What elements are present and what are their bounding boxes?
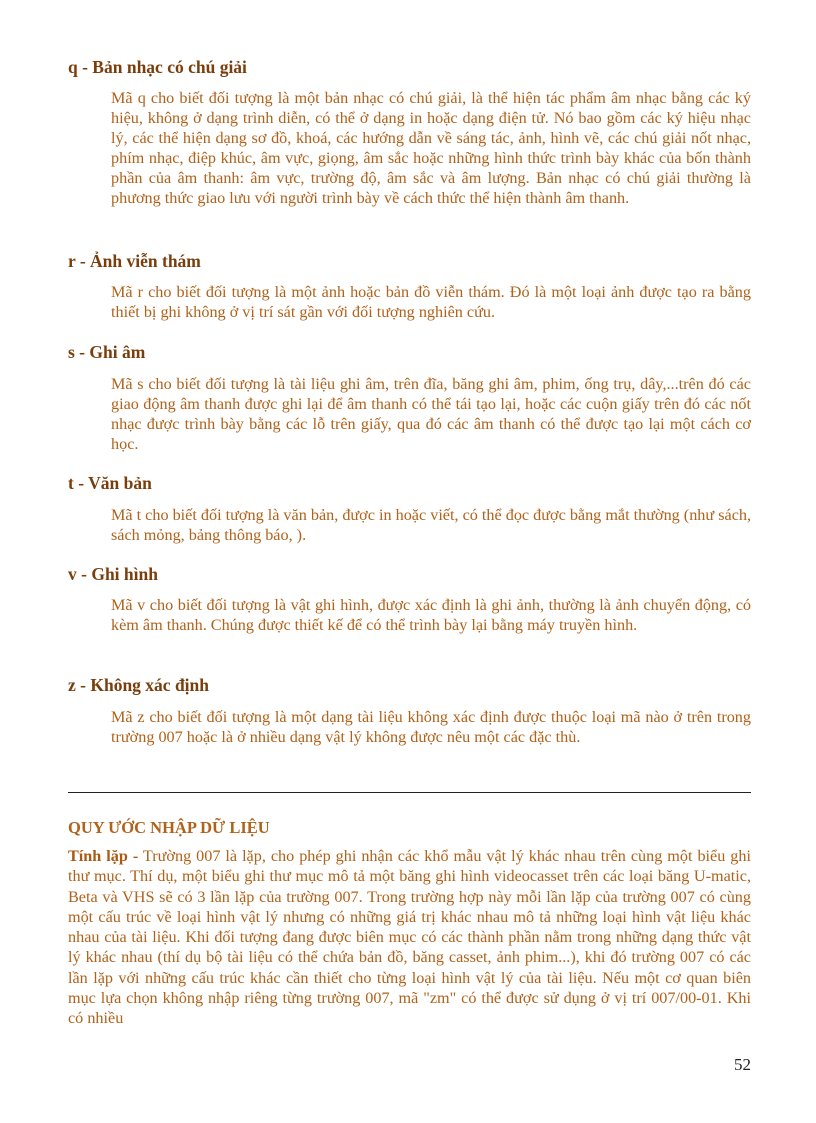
section-text-v: Mã v cho biết đối tượng là vật ghi hình, được xác định là ghi ảnh, thường là ảnh chuyển động, có kèm âm thanh. Chúng được thiết kế để có thể trình bày lại bằng máy truyền hình. <box>111 596 751 634</box>
section-divider <box>68 792 751 793</box>
section-heading-s: s - Ghi âm <box>68 342 146 362</box>
section-text-t: Mã t cho biết đối tượng là văn bản, được in hoặc viết, có thể đọc được bằng mắt thường (như sách, sách mỏng, bảng thông báo, ). <box>111 506 752 544</box>
section-heading-z: z - Không xác định <box>68 675 209 695</box>
section-heading-t: t - Văn bản <box>68 473 152 493</box>
section-heading-r: r - Ảnh viễn thám <box>68 251 201 271</box>
section-text-q: Mã q cho biết đối tượng là một bản nhạc có chú giải, là thể hiện tác phẩm âm nhạc bằng các ký hiệu, không ở dạng trình diễn, có thể ở dạng in hoặc dạng điện tử. Nó bao gồm các ký hiệu nhạc lý, các thể hiện dạng sơ đồ, khoá, các hướng dẫn về sáng tác, ảnh, hình vẽ, các chú giải nốt nhạc, phím nhạc, điệp khúc, âm vực, giọng, âm sắc hoặc những hình thức trình bày khác của bốn thành phần của âm thanh: âm vực, trường độ, âm sắc và âm lượng. Bản nhạc có chú giải thường là phương thức giao lưu với người trình bày về cách thức thể hiện thành âm thanh. <box>111 89 751 207</box>
conventions-text: Trường 007 là lặp, cho phép ghi nhận các khổ mẫu vật lý khác nhau trên cùng một biểu ghi thư mục. Thí dụ, một biểu ghi thư mục mô tả một băng ghi hình videocasset trên các loại băng U-matic, Beta và VHS sẽ có 3 lần lặp của trường 007. Trong trường hợp này mỗi lần lặp của trường 007 có cùng một cấu trúc về loại hình vật lý nhưng có những giá trị khác nhau mô tả những loại hình vật liệu khác nhau của tài liệu. Khi đối tượng đang được biên mục có các thành phần nằm trong những dạng thức vật lý khác nhau (thí dụ bộ tài liệu có thể chứa bản đồ, băng casset, ảnh phim...), khi đó trường 007 có các lần lặp với những cấu trúc khác cần thiết cho từng loại hình vật lý của tài liệu. Nếu một cơ quan biên mục lựa chọn không nhập riêng từng trường 007, mã "zm" có thể được sử dụng ở vị trí 007/00-01. Khi có nhiều <box>68 847 751 1028</box>
section-text-z: Mã z cho biết đối tượng là một dạng tài liệu không xác định được thuộc loại mã nào ở trên trong trường 007 hoặc là ở nhiều dạng vật lý không được nêu một các đặc thù. <box>111 708 751 746</box>
conventions-paragraph <box>68 846 751 1029</box>
section-text-s: Mã s cho biết đối tượng là tài liệu ghi âm, trên đĩa, băng ghi âm, phim, ống trụ, dây,...trên đó các giao động âm thanh được ghi lại để âm thanh có thể tái tạo lại, hoặc các cuộn giấy trên đó các nốt nhạc được trình bày bằng các lỗ trên giấy, qua đó các âm thanh có thể được tạo lại một cách cơ học. <box>111 375 751 453</box>
conventions-lead: Tính lặp - <box>68 847 139 865</box>
conventions-title: QUY ƯỚC NHẬP DỮ LIỆU <box>68 818 270 837</box>
section-text-r: Mã r cho biết đối tượng là một ảnh hoặc bản đồ viễn thám. Đó là một loại ảnh được tạo ra bằng thiết bị ghi không ở vị trí sát gần với đối tượng nghiên cứu. <box>111 283 751 321</box>
section-heading-q: q - Bản nhạc có chú giải <box>68 57 247 77</box>
section-heading-v: v - Ghi hình <box>68 564 158 584</box>
page-number: 52 <box>734 1055 751 1074</box>
